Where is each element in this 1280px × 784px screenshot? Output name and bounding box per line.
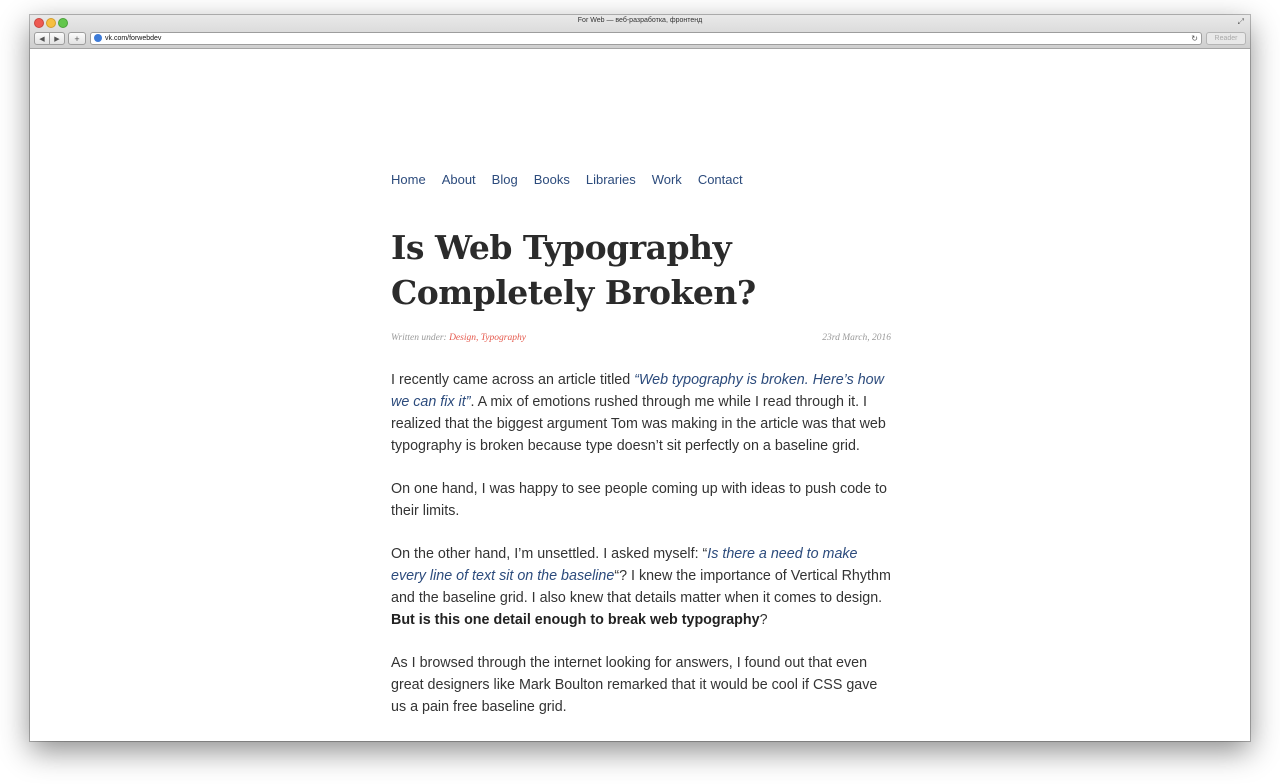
forward-arrow-icon: ▶ [54, 35, 60, 43]
back-arrow-icon: ◀ [39, 35, 45, 43]
nav-books[interactable]: Books [533, 172, 570, 187]
nav-work[interactable]: Work [651, 172, 682, 187]
paragraph-text: “? I knew the importance of Vertical Rhythm and the baseline grid. I also knew that details matter when it comes to design. [391, 568, 891, 606]
globe-icon [94, 34, 102, 42]
nav-libraries[interactable]: Libraries [585, 172, 636, 187]
publish-date: 23rd March, 2016 [822, 333, 891, 343]
bold-text: But is this one detail enough to break web typography [391, 612, 760, 628]
url-text[interactable]: vk.com/forwebdev [105, 35, 162, 42]
nav-home[interactable]: Home [391, 172, 426, 187]
nav-about[interactable]: About [441, 172, 476, 187]
reader-button[interactable]: Reader [1206, 32, 1246, 45]
title-bar [30, 15, 1250, 30]
paragraph-text: . A mix of emotions rushed through me while I read through it. I realized that the biggest argument Tom was making in the article was that web typography is broken because type doesn’t sit perfectly on a baseline grid. [391, 394, 886, 454]
browser-window [30, 15, 1250, 741]
page-viewport [30, 49, 1250, 741]
window-title: For Web — веб-разработка, фронтенд [577, 17, 703, 24]
paragraph-1 [391, 369, 893, 457]
category-links[interactable]: Design, Typography [449, 333, 526, 343]
browser-chrome [30, 15, 1250, 49]
paragraph-text: ? [759, 612, 768, 628]
paragraph-3 [391, 543, 893, 631]
address-bar[interactable] [90, 32, 1202, 45]
written-under-label: Written under: [391, 333, 447, 343]
nav-blog[interactable]: Blog [491, 172, 518, 187]
paragraph-4: As I browsed through the internet looking for answers, I found out that even great designers like Mark Boulton remarked that it would be cool if CSS gave us a pain free baseline grid. [391, 655, 878, 715]
back-button[interactable] [34, 32, 50, 45]
add-bookmark-button[interactable] [68, 32, 86, 45]
article-meta [391, 333, 891, 347]
reload-icon[interactable]: ↻ [1191, 34, 1198, 43]
fullscreen-icon[interactable]: ⤢ [1237, 17, 1244, 26]
article-title: Is Web Typography Completely Broken? [391, 228, 756, 312]
nav-contact[interactable]: Contact [697, 172, 743, 187]
add-bookmark-icon: + [74, 33, 80, 44]
article-body [391, 369, 893, 739]
paragraph-text: I recently came across an article titled [391, 372, 635, 388]
paragraph-text: On the other hand, I’m unsettled. I asked myself: “ [391, 546, 708, 562]
article-link[interactable]: “Web typography is broken. Here’s how we can fix it” [391, 372, 884, 410]
site-nav [391, 172, 759, 187]
forward-button[interactable] [49, 32, 65, 45]
quote-link[interactable]: Is there a need to make every line of text sit on the baseline [391, 546, 858, 584]
toolbar [30, 31, 1250, 47]
paragraph-2: On one hand, I was happy to see people coming up with ideas to push code to their limits. [391, 481, 887, 519]
